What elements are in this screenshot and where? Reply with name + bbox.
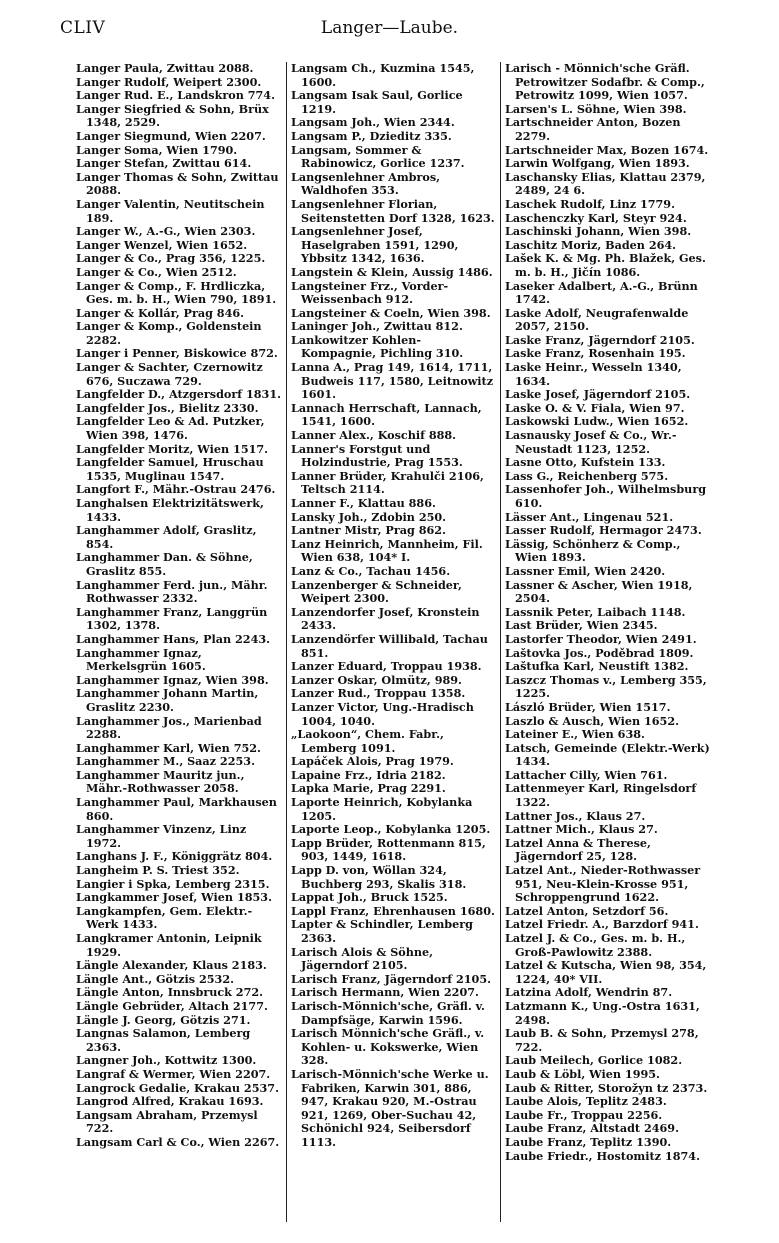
directory-entry: Langhammer Vinzenz, Linz 1972. — [76, 822, 247, 850]
directory-entry: Langier i Spka, Lemberg 2315. — [76, 876, 270, 891]
directory-entry: Lassnik Peter, Laibach 1148. — [505, 604, 686, 619]
directory-entry: Langer W., A.-G., Wien 2303. — [76, 224, 256, 239]
directory-entry: Lassner & Ascher, Wien 1918, 2504. — [505, 577, 693, 606]
directory-entry: Langsteiner & Coeln, Wien 398. — [291, 305, 491, 320]
directory-entry: Langer Stefan, Zwittau 614. — [76, 156, 252, 171]
directory-entry: Langer & Comp., F. Hrdliczka, Ges. m. b. H., Wien 790, 1891. — [76, 278, 277, 307]
directory-entry: „Laokoon“, Chem. Fabr., Lemberg 1091. — [291, 727, 444, 755]
directory-entry: Langhalsen Elektrizitätswerk, 1433. — [76, 496, 264, 524]
directory-entry: Laszlo & Ausch, Wien 1652. — [505, 713, 680, 728]
directory-entry: Langhammer Adolf, Graslitz, 854. — [76, 523, 257, 551]
directory-entry: Langhammer M., Saaz 2253. — [76, 754, 255, 769]
directory-entry: Laube Franz, Teplitz 1390. — [505, 1134, 672, 1149]
directory-entry: Lannach Herrschaft, Lannach, 1541, 1600. — [291, 400, 482, 429]
directory-entry: Lassenhofer Joh., Wilhelmsburg 610. — [505, 482, 707, 510]
directory-entry: Langhammer Ferd. jun., Mähr. Rothwasser 2332. — [76, 577, 268, 606]
directory-entry: Laub B. & Sohn, Przemysl 278, 722. — [505, 1026, 699, 1054]
directory-entry: Lanna A., Prag 149, 1614, 1711, Budweis 117, 1580, Leitnowitz 1601. — [291, 360, 494, 402]
directory-entry: Langrod Alfred, Krakau 1693. — [76, 1094, 264, 1109]
directory-entry: Laštufka Karl, Neustift 1382. — [505, 659, 689, 674]
directory-entry: Langraf & Wermer, Wien 2207. — [76, 1066, 271, 1081]
directory-entry: Langer Thomas & Sohn, Zwittau 2088. — [76, 169, 279, 198]
directory-entry: Laske Heinr., Wesseln 1340, 1634. — [505, 360, 682, 388]
directory-entry: Lässer Ant., Lingenau 521. — [505, 509, 674, 524]
directory-entry: Larisch Mönnich'sche Gräfl., v. Kohlen- u. Kokswerke, Wien 328. — [291, 1026, 485, 1068]
directory-entry: Lanzer Oskar, Olmütz, 989. — [291, 672, 462, 687]
directory-entry: Langsam Joh., Wien 2344. — [291, 115, 455, 130]
directory-entry: Laske Franz, Rosenhain 195. — [505, 346, 686, 361]
directory-entry: Längle J. Georg, Götzis 271. — [76, 1012, 251, 1027]
directory-entry: Langnas Salamon, Lemberg 2363. — [76, 1026, 251, 1054]
directory-entry: Langer & Komp., Goldenstein 2282. — [76, 319, 262, 347]
directory-entry: Langsam, Sommer & Rabinowicz, Gorlice 1237. — [291, 142, 465, 171]
directory-entry: Latzel Ant., Nieder-Rothwasser 951, Neu-Klein-Krosse 951, Schroppengrund 1622. — [505, 863, 701, 905]
directory-entry: Laskowski Ludw., Wien 1652. — [505, 414, 689, 429]
directory-entry: Langhammer Dan. & Söhne, Graslitz 855. — [76, 550, 253, 578]
directory-entry: Lartschneider Anton, Bozen 2279. — [505, 115, 681, 143]
directory-entry: Laske Franz, Jägerndorf 2105. — [505, 332, 695, 347]
directory-entry: Lanzer Victor, Ung.-Hradisch 1004, 1040. — [291, 699, 474, 728]
directory-entry: Laube Alois, Teplitz 2483. — [505, 1094, 667, 1109]
directory-entry: Lanzenberger & Schneider, Weipert 2300. — [291, 577, 462, 606]
directory-entry: Lapter & Schindler, Lemberg 2363. — [291, 917, 473, 945]
directory-entry: Lanz Heinrich, Mannheim, Fil. Wien 638, 104* I. — [291, 536, 483, 565]
directory-entry: Langhammer Johann Martin, Graslitz 2230. — [76, 686, 259, 714]
directory-entry: Lasnausky Josef & Co., Wr.-Neustadt 1123, 1252. — [505, 428, 677, 456]
directory-entry: Laseker Adalbert, A.-G., Brünn 1742. — [505, 278, 698, 307]
directory-column-1 — [72, 62, 286, 1222]
directory-entry: Laub Meilech, Gorlice 1082. — [505, 1053, 683, 1068]
directory-entry: Lassner Emil, Wien 2420. — [505, 563, 666, 578]
directory-entry: Lansky Joh., Zdobin 250. — [291, 509, 447, 524]
directory-entry: Langsam Isak Saul, Gorlice 1219. — [291, 88, 463, 116]
directory-entry: Latzel J. & Co., Ges. m. b. H., Groß-Pawlowitz 2388. — [505, 931, 686, 959]
directory-entry: Laske Josef, Jägerndorf 2105. — [505, 387, 691, 402]
directory-entry: Latsch, Gemeinde (Elektr.-Werk) 1434. — [505, 740, 710, 769]
directory-entry: Laschek Rudolf, Linz 1779. — [505, 196, 675, 211]
directory-entry: Langer Rudolf, Weipert 2300. — [76, 74, 262, 89]
directory-entry: Lanzer Rud., Troppau 1358. — [291, 686, 466, 701]
directory-entry: Lapka Marie, Prag 2291. — [291, 781, 446, 796]
directory-entry: Langer i Penner, Biskowice 872. — [76, 346, 278, 361]
directory-entry: Langer & Co., Wien 2512. — [76, 264, 237, 279]
directory-entry: Langfort F., Mähr.-Ostrau 2476. — [76, 482, 276, 497]
directory-entry: Lässig, Schönherz & Comp., Wien 1893. — [505, 536, 681, 565]
directory-entry: Langer Wenzel, Wien 1652. — [76, 237, 248, 252]
directory-entry: Langer Siegmund, Wien 2207. — [76, 128, 266, 143]
directory-entry: Langhammer Mauritz jun., Mähr.-Rothwasser 2058. — [76, 767, 245, 796]
directory-entry: Langer & Sachter, Czernowitz 676, Suczawa 729. — [76, 360, 263, 388]
directory-entry: Langsam Ch., Kuzmina 1545, 1600. — [291, 62, 475, 89]
directory-entry: Lattner Mich., Klaus 27. — [505, 822, 658, 837]
directory-entry: Langsteiner Frz., Vorder-Weissenbach 912. — [291, 278, 449, 307]
page-title: Langer—Laube. — [320, 18, 459, 38]
directory-entry: Larwin Wolfgang, Wien 1893. — [505, 156, 690, 171]
directory-entry: Langner Joh., Kottwitz 1300. — [76, 1053, 257, 1068]
directory-entry: Langsam Abraham, Przemysl 722. — [76, 1107, 258, 1136]
directory-entry: Langer Valentin, Neutitschein 189. — [76, 196, 265, 225]
directory-entry: Lapp D. von, Wöllan 324, Buchberg 293, Skalis 318. — [291, 863, 467, 891]
directory-entry: Lantner Mistr, Prag 862. — [291, 523, 446, 538]
directory-entry: Langsam P., Dzieditz 335. — [291, 128, 452, 143]
directory-entry: Lanner Brüder, Krahulči 2106, Teltsch 2114. — [291, 468, 484, 497]
directory-entry: Langrock Gedalie, Krakau 2537. — [76, 1080, 279, 1095]
directory-entry: Langheim P. S. Triest 352. — [76, 863, 240, 878]
directory-entry: Lasne Otto, Kufstein 133. — [505, 455, 666, 470]
directory-entry: Langer Soma, Wien 1790. — [76, 142, 238, 157]
directory-entry: Langsenlehner Florian, Seitenstetten Dorf 1328, 1623. — [291, 196, 495, 225]
directory-entry: Laub & Ritter, Storožyn tz 2373. — [505, 1080, 708, 1095]
directory-entry: Langhammer Ignaz, Wien 398. — [76, 672, 269, 687]
directory-entry: Lapaine Frz., Idria 2182. — [291, 767, 446, 782]
directory-entry: Langsam Carl & Co., Wien 2267. — [76, 1134, 280, 1149]
directory-entry: Lappat Joh., Bruck 1525. — [291, 890, 448, 905]
directory-entry: Lartschneider Max, Bozen 1674. — [505, 142, 709, 157]
directory-entry: Lanzendorfer Josef, Kronstein 2433. — [291, 604, 480, 633]
directory-entry: Langkampfen, Gem. Elektr.-Werk 1433. — [76, 903, 253, 932]
directory-entry: Langhans J. F., Königgrätz 804. — [76, 849, 273, 864]
directory-entry: Lapp Brüder, Rottenmann 815, 903, 1449, 1618. — [291, 835, 486, 864]
directory-entry: Langer Paula, Zwittau 2088. — [76, 62, 254, 75]
directory-entry: Lattner Jos., Klaus 27. — [505, 808, 646, 823]
directory-entry: Lankowitzer Kohlen-Kompagnie, Pichling 310. — [291, 332, 464, 361]
directory-entry: Langhammer Karl, Wien 752. — [76, 740, 261, 755]
directory-entry: Lapáček Alois, Prag 1979. — [291, 754, 454, 769]
directory-entry: Langer & Kollár, Prag 846. — [76, 305, 245, 320]
directory-entry: Lattenmeyer Karl, Ringelsdorf 1322. — [505, 781, 697, 810]
directory-entry: Langkammer Josef, Wien 1853. — [76, 890, 272, 905]
directory-entry: Larisch Franz, Jägerndorf 2105. — [291, 971, 491, 986]
directory-entry: Langhammer Paul, Markhausen 860. — [76, 795, 277, 823]
directory-column-2 — [286, 62, 500, 1222]
directory-entry: Langhammer Ignaz, Merkelsgrün 1605. — [76, 645, 206, 674]
directory-entry: Laschitz Moriz, Baden 264. — [505, 237, 677, 252]
directory-entry: Laschenczky Karl, Steyr 924. — [505, 210, 687, 225]
directory-entry: Latzel Friedr. A., Barzdorf 941. — [505, 917, 699, 932]
directory-entry: Lašek K. & Mg. Ph. Blažek, Ges. m. b. H., Jičín 1086. — [505, 251, 706, 279]
directory-entry: Langer Rud. E., Landskron 774. — [76, 88, 275, 103]
directory-entry: Laschansky Elias, Klattau 2379, 2489, 24 6. — [505, 169, 706, 198]
directory-entry: Langstein & Klein, Aussig 1486. — [291, 264, 493, 279]
directory-columns — [72, 62, 715, 1222]
directory-entry: László Brüder, Wien 1517. — [505, 699, 671, 714]
directory-entry: Langfelder Jos., Bielitz 2330. — [76, 400, 259, 415]
directory-entry: Langfelder Moritz, Wien 1517. — [76, 441, 269, 456]
directory-entry: Latzel Anton, Setzdorf 56. — [505, 903, 669, 918]
directory-entry: Langfelder Samuel, Hruschau 1535, Muglinau 1547. — [76, 455, 264, 483]
directory-entry: Lappl Franz, Ehrenhausen 1680. — [291, 903, 495, 918]
page-number: CLIV — [60, 18, 106, 38]
directory-entry: Laske Adolf, Neugrafenwalde 2057, 2150. — [505, 305, 689, 334]
directory-entry: Lasser Rudolf, Hermagor 2473. — [505, 523, 702, 538]
directory-entry: Laube Friedr., Hostomitz 1874. — [505, 1148, 700, 1163]
directory-entry: Latzel & Kutscha, Wien 98, 354, 1224, 40* VII. — [505, 958, 707, 986]
directory-entry: Langhammer Hans, Plan 2243. — [76, 631, 271, 646]
directory-entry: Langhammer Jos., Marienbad 2288. — [76, 713, 262, 742]
directory-entry: Lattacher Cilly, Wien 761. — [505, 767, 668, 782]
directory-entry: Langhammer Franz, Langgrün 1302, 1378. — [76, 604, 268, 633]
directory-entry: Laschinski Johann, Wien 398. — [505, 224, 692, 239]
directory-entry: Laub & Löbl, Wien 1995. — [505, 1066, 660, 1081]
directory-entry: Langer & Co., Prag 356, 1225. — [76, 251, 266, 266]
directory-entry: Larisch Alois & Söhne, Jägerndorf 2105. — [291, 944, 434, 973]
directory-entry: Lass G., Reichenberg 575. — [505, 468, 669, 483]
directory-entry: Lastorfer Theodor, Wien 2491. — [505, 631, 697, 646]
directory-entry: Larisch Hermann, Wien 2207. — [291, 985, 479, 1000]
directory-entry: Längle Gebrüder, Altach 2177. — [76, 998, 268, 1013]
directory-entry: Lanzendörfer Willibald, Tachau 851. — [291, 631, 488, 660]
directory-entry: Latzina Adolf, Wendrin 87. — [505, 985, 673, 1000]
directory-entry: Larsen's L. Söhne, Wien 398. — [505, 101, 687, 116]
directory-entry: Lanzer Eduard, Troppau 1938. — [291, 659, 482, 674]
directory-entry: Laporte Heinrich, Kobylanka 1205. — [291, 795, 473, 823]
directory-entry: Langfelder Leo & Ad. Putzker, Wien 398, 1476. — [76, 414, 265, 443]
directory-entry: Langkramer Antonin, Leipnik 1929. — [76, 931, 262, 959]
directory-entry: Laninger Joh., Zwittau 812. — [291, 319, 463, 334]
directory-entry: Latzel Anna & Therese, Jägerndorf 25, 128. — [505, 835, 651, 864]
directory-entry: Laštovka Jos., Poděbrad 1809. — [505, 645, 694, 660]
directory-entry: Lanner F., Klattau 886. — [291, 496, 436, 510]
directory-entry: Lanner Alex., Koschif 888. — [291, 428, 457, 443]
directory-entry: Längle Alexander, Klaus 2183. — [76, 958, 267, 973]
directory-entry: Langsenlehner Josef, Haselgraben 1591, 1290, Ybbsitz 1342, 1636. — [291, 224, 459, 266]
directory-entry: Langfelder D., Atzgersdorf 1831. — [76, 387, 282, 402]
directory-entry: Laube Fr., Troppau 2256. — [505, 1107, 663, 1122]
directory-entry: Laube Franz, Altstadt 2469. — [505, 1121, 679, 1136]
directory-entry: Lanz & Co., Tachau 1456. — [291, 563, 451, 578]
directory-entry: Larisch-Mönnich'sche, Gräfl. v. Dampfsäge, Karwin 1596. — [291, 998, 485, 1027]
directory-entry: Längle Ant., Götzis 2532. — [76, 971, 235, 986]
directory-entry: Larisch - Mönnich'sche Gräfl. Petrowitzer Sodafbr. & Comp., Petrowitz 1099, Wien 1057. — [505, 62, 705, 103]
directory-entry: Larisch-Mönnich'sche Werke u. Fabriken, Karwin 301, 886, 947, Krakau 920, M.-Ostrau 921, 1269, Ober-Suchau 42, Schönichl 924, Seibersdorf 1113. — [291, 1066, 489, 1149]
directory-entry: Langsenlehner Ambros, Waldhofen 353. — [291, 169, 441, 198]
directory-entry: Laszcz Thomas v., Lemberg 355, 1225. — [505, 672, 707, 701]
directory-entry: Längle Anton, Innsbruck 272. — [76, 985, 264, 1000]
directory-entry: Lanner's Forstgut und Holzindustrie, Prag 1553. — [291, 441, 463, 470]
page-header — [60, 18, 719, 48]
directory-entry: Langer Siegfried & Sohn, Brüx 1348, 2529. — [76, 101, 269, 130]
directory-entry: Laporte Leop., Kobylanka 1205. — [291, 822, 491, 837]
directory-entry: Lateiner E., Wien 638. — [505, 727, 645, 742]
directory-entry: Last Brüder, Wien 2345. — [505, 618, 658, 633]
directory-column-3 — [500, 62, 714, 1222]
directory-entry: Laske O. & V. Fiala, Wien 97. — [505, 400, 685, 415]
directory-entry: Latzmann K., Ung.-Ostra 1631, 2498. — [505, 998, 700, 1027]
